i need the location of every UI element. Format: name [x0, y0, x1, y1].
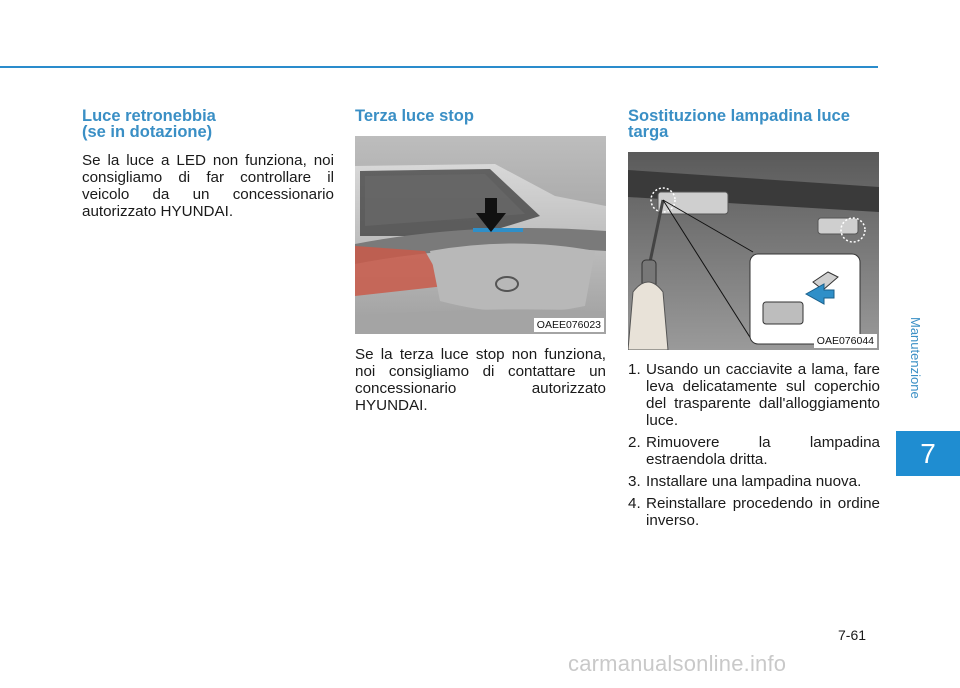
figure-code: OAE076044 — [814, 334, 877, 348]
section-third-brake-light — [355, 108, 606, 414]
page-number: 7-61 — [838, 627, 867, 643]
list-item: 2. Rimuovere la lampadina estraendola dritta. — [628, 434, 880, 468]
figure-rear-car-third-brake-light — [355, 136, 606, 334]
figure-code: OAEE076023 — [534, 318, 604, 332]
list-item: 4. Reinstallare procedendo in ordine inverso. — [628, 495, 880, 529]
steps-list — [628, 361, 880, 529]
section-rear-fog-lamp — [82, 108, 334, 220]
watermark: carmanualsonline.info — [568, 651, 787, 676]
license-plate-light-illustration — [628, 152, 879, 350]
section-title: Sostituzione lampadina luce targa — [628, 107, 850, 141]
header-rule — [0, 66, 878, 68]
car-rear-illustration — [355, 136, 606, 334]
list-item: 1. Usando un cacciavite a lama, fare leva delicatamente sul coperchio del trasparente dall'alloggiamento luce. — [628, 361, 880, 429]
chapter-title: Manutenzione — [908, 317, 923, 399]
section-title: Luce retronebbia (se in dotazione) — [82, 107, 216, 141]
section-title: Terza luce stop — [355, 107, 474, 125]
section-body: Se la terza luce stop non funziona, noi consigliamo di contattare un concessionario autorizzato HYUNDAI. — [355, 346, 606, 414]
section-license-plate-bulb — [628, 108, 880, 534]
figure-license-plate-light — [628, 152, 879, 350]
section-body: Se la luce a LED non funziona, noi consigliamo di far controllare il veicolo da un concessionario autorizzato HYUNDAI. — [82, 152, 334, 220]
chapter-tab: 7 — [896, 431, 960, 476]
list-item: 3. Installare una lampadina nuova. — [628, 473, 862, 490]
